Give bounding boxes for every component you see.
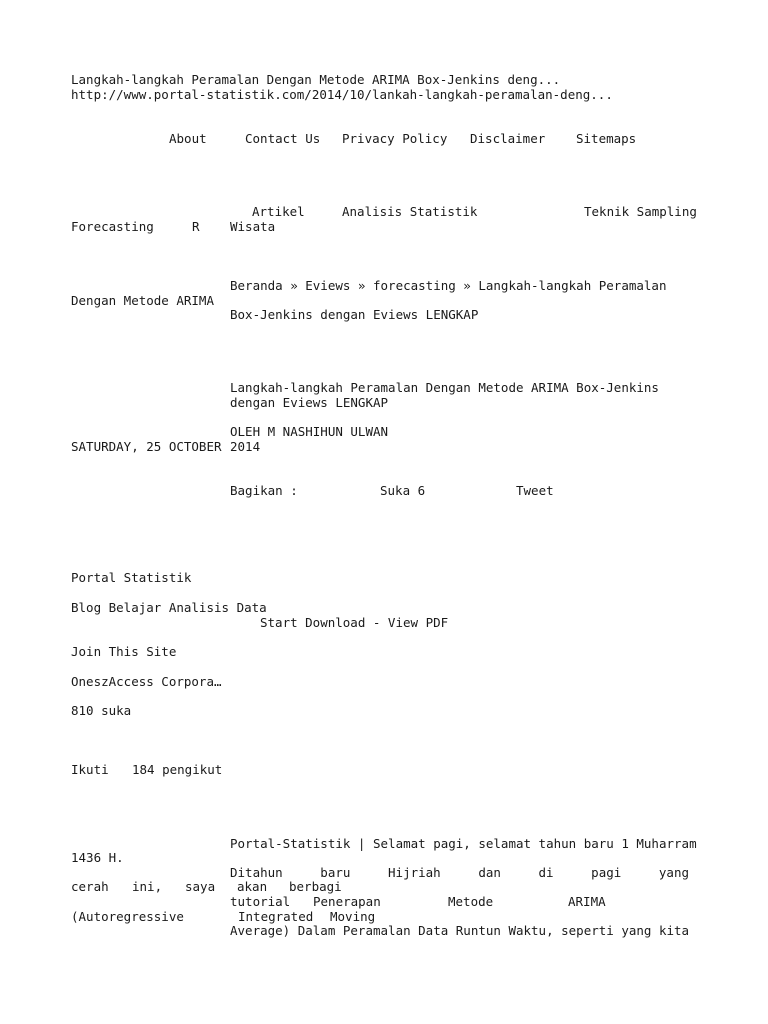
like-button[interactable]: Suka 6 (380, 483, 426, 498)
blog-name[interactable]: Portal Statistik (71, 570, 192, 585)
body-word: cerah (71, 879, 109, 894)
body-word: Metode (448, 894, 494, 909)
category-analisis-link[interactable]: Analisis Statistik (342, 204, 478, 219)
body-word: dan (478, 865, 501, 880)
nav-disclaimer-link[interactable]: Disclaimer (470, 131, 546, 146)
body-paragraph-line (230, 865, 689, 880)
follow-button[interactable]: Ikuti (71, 762, 109, 777)
nav-about-link[interactable]: About (169, 131, 207, 146)
body-word: ini, (132, 879, 163, 894)
body-word: tutorial (230, 894, 291, 909)
body-word: Integrated (238, 909, 314, 924)
post-author: OLEH M NASHIHUN ULWAN (230, 424, 389, 439)
body-word: saya (185, 879, 216, 894)
breadcrumb[interactable]: Beranda » Eviews » forecasting » Langkah-langkah Peramalan (230, 278, 667, 293)
body-word: di (538, 865, 554, 880)
document-title: Langkah-langkah Peramalan Dengan Metode ARIMA Box-Jenkins deng... (71, 72, 561, 87)
body-word: ARIMA (568, 894, 606, 909)
post-title: Langkah-langkah Peramalan Dengan Metode ARIMA Box-Jenkins (230, 380, 659, 395)
body-paragraph-line: 1436 H. (71, 850, 124, 865)
document-url[interactable]: http://www.portal-statistik.com/2014/10/lankah-langkah-peramalan-deng... (71, 87, 613, 102)
body-word: akan (237, 879, 268, 894)
category-sampling-link[interactable]: Teknik Sampling (584, 204, 697, 219)
body-word: Hijriah (388, 865, 441, 880)
nav-privacy-link[interactable]: Privacy Policy (342, 131, 448, 146)
body-word: (Autoregressive (71, 909, 184, 924)
page-likes-count: 810 suka (71, 703, 132, 718)
breadcrumb-current: Box-Jenkins dengan Eviews LENGKAP (230, 307, 479, 322)
body-word: Penerapan (313, 894, 381, 909)
join-site-button[interactable]: Join This Site (71, 644, 177, 659)
category-artikel-link[interactable]: Artikel (252, 204, 305, 219)
post-title-continued: dengan Eviews LENGKAP (230, 395, 389, 410)
body-word: Ditahun (230, 865, 283, 880)
body-word: pagi (591, 865, 622, 880)
nav-sitemaps-link[interactable]: Sitemaps (576, 131, 637, 146)
download-link[interactable]: Start Download - View PDF (260, 615, 449, 630)
company-name[interactable]: OneszAccess Corpora… (71, 674, 222, 689)
post-date: SATURDAY, 25 OCTOBER (71, 439, 222, 454)
category-wisata-link[interactable]: Wisata (230, 219, 276, 234)
body-word: baru (320, 865, 351, 880)
category-forecasting-link[interactable]: Forecasting (71, 219, 154, 234)
body-paragraph-line: Portal-Statistik | Selamat pagi, selamat tahun baru 1 Muharram (230, 836, 697, 851)
followers-count: 184 pengikut (132, 762, 223, 777)
nav-contact-link[interactable]: Contact Us (245, 131, 321, 146)
post-date-year: 2014 (230, 439, 261, 454)
tweet-button[interactable]: Tweet (516, 483, 554, 498)
share-label: Bagikan : (230, 483, 298, 498)
body-word: Moving (330, 909, 376, 924)
body-word: berbagi (289, 879, 342, 894)
body-word: yang (658, 865, 689, 880)
body-paragraph-line: Average) Dalam Peramalan Data Runtun Waktu, seperti yang kita (230, 923, 690, 938)
blog-tagline: Blog Belajar Analisis Data (71, 600, 267, 615)
category-r-link[interactable]: R (192, 219, 200, 234)
breadcrumb-continued: Dengan Metode ARIMA (71, 293, 214, 308)
